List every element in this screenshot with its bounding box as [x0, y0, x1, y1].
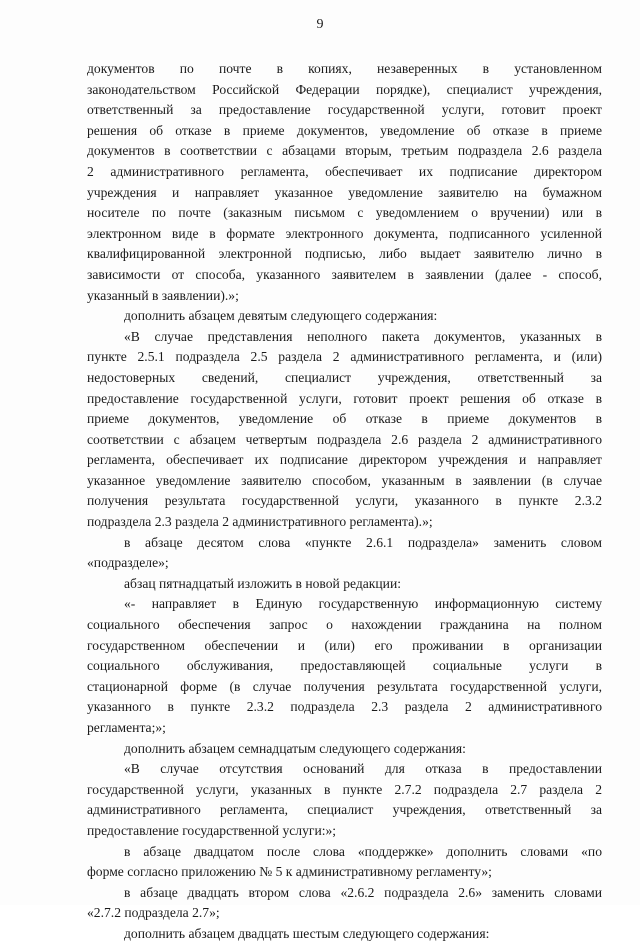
- text-line: государственном обеспечении и (или) его проживании в организации: [87, 637, 602, 653]
- text-line: указанное уведомление заявителю способом, указанным в заявлении (в случае: [87, 472, 602, 488]
- paragraph-line: абзац пятнадцатый изложить в новой редакции:: [124, 575, 402, 591]
- text-line: электронном виде в формате электронного документа, подписанного усиленной: [87, 225, 602, 241]
- text-line: форме согласно приложению № 5 к административному регламенту»;: [87, 864, 492, 880]
- text-line: «2.7.2 подраздела 2.7»;: [87, 905, 220, 921]
- text-line: социального обеспечения запрос о нахождении гражданина на полном: [87, 617, 602, 633]
- text-line: носителе по почте (заказным письмом с уведомлением о вручении) или в: [87, 205, 602, 221]
- paragraph-line: дополнить абзацем двадцать шестым следующего содержания:: [124, 925, 490, 941]
- text-line: решения об отказе в приеме документов, уведомление об отказе в приеме: [87, 122, 602, 138]
- paragraph-line: в абзаце двадцатом после слова «поддержке» дополнить словами «по: [124, 843, 602, 859]
- text-line: 2 административного регламента, обеспечивает их подписание директором: [87, 163, 602, 179]
- paragraph-line: «- направляет в Единую государственную информационную систему: [124, 596, 602, 612]
- text-line: документов в соответствии с абзацами вторым, третьим подраздела 2.6 раздела: [87, 143, 602, 159]
- paragraph-line: в абзаце десятом слова «пункте 2.6.1 подраздела» заменить словом: [124, 534, 602, 550]
- document-body: [87, 59, 602, 945]
- text-line: указанный в заявлении).»;: [87, 287, 239, 303]
- text-line: социального обслуживания, предоставляющей социальные услуги в: [87, 658, 602, 674]
- text-line: недостоверных сведений, специалист учреждения, ответственный за: [87, 369, 602, 385]
- text-line: документов по почте в копиях, незаверенных в установленном: [87, 61, 602, 76]
- text-line: стационарной форме (в случае получения результата государственной услуги,: [87, 678, 602, 694]
- paragraph-line: дополнить абзацем девятым следующего содержания:: [124, 308, 438, 324]
- text-line: предоставление государственной услуги, готовит проект решения об отказе в: [87, 390, 602, 406]
- paragraph-line: «В случае представления неполного пакета документов, указанных в: [124, 328, 602, 344]
- paragraph-line: дополнить абзацем семнадцатым следующего содержания:: [124, 740, 466, 756]
- paragraph-line: «В случае отсутствия оснований для отказа в предоставлении: [124, 761, 602, 777]
- text-line: соответствии с абзацем четвертым подраздела 2.6 раздела 2 административного: [87, 431, 602, 447]
- text-line: регламента, обеспечивает их подписание директором учреждения и направляет: [87, 452, 602, 468]
- text-line: пункте 2.5.1 подраздела 2.5 раздела 2 административного регламента, и (или): [87, 349, 602, 365]
- text-line: приеме документов, уведомление об отказе в приеме документов в: [87, 411, 602, 427]
- text-line: «подразделе»;: [87, 555, 169, 571]
- text-line: учреждения и направляет указанное уведомление заявителю на бумажном: [87, 184, 602, 200]
- text-line: административного регламента, специалист учреждения, ответственный за: [87, 802, 602, 818]
- paragraph-line: в абзаце двадцать втором слова «2.6.2 подраздела 2.6» заменить словами: [124, 884, 602, 900]
- text-line: указанного в пункте 2.3.2 подраздела 2.3 раздела 2 административного: [87, 699, 602, 715]
- text-line: зависимости от способа, указанного заявителем в заявлении (далее - способ,: [87, 266, 602, 282]
- text-line: законодательством Российской Федерации порядке), специалист учреждения,: [87, 81, 602, 97]
- text-line: подраздела 2.3 раздела 2 административного регламента).»;: [87, 514, 433, 530]
- text-line: предоставление государственной услуги:»;: [87, 822, 337, 838]
- text-line: ответственный за предоставление государственной услуги, готовит проект: [87, 102, 602, 118]
- text-line: регламента;»;: [87, 720, 166, 735]
- text-line: квалифицированной электронной подписью, либо выдает заявителю лично в: [87, 246, 602, 262]
- page-number: 9: [316, 17, 324, 32]
- text-line: государственной услуги, указанных в пункте 2.7.2 подраздела 2.7 раздела 2: [87, 781, 602, 797]
- text-line: получения результата государственной услуги, указанного в пункте 2.3.2: [87, 493, 602, 509]
